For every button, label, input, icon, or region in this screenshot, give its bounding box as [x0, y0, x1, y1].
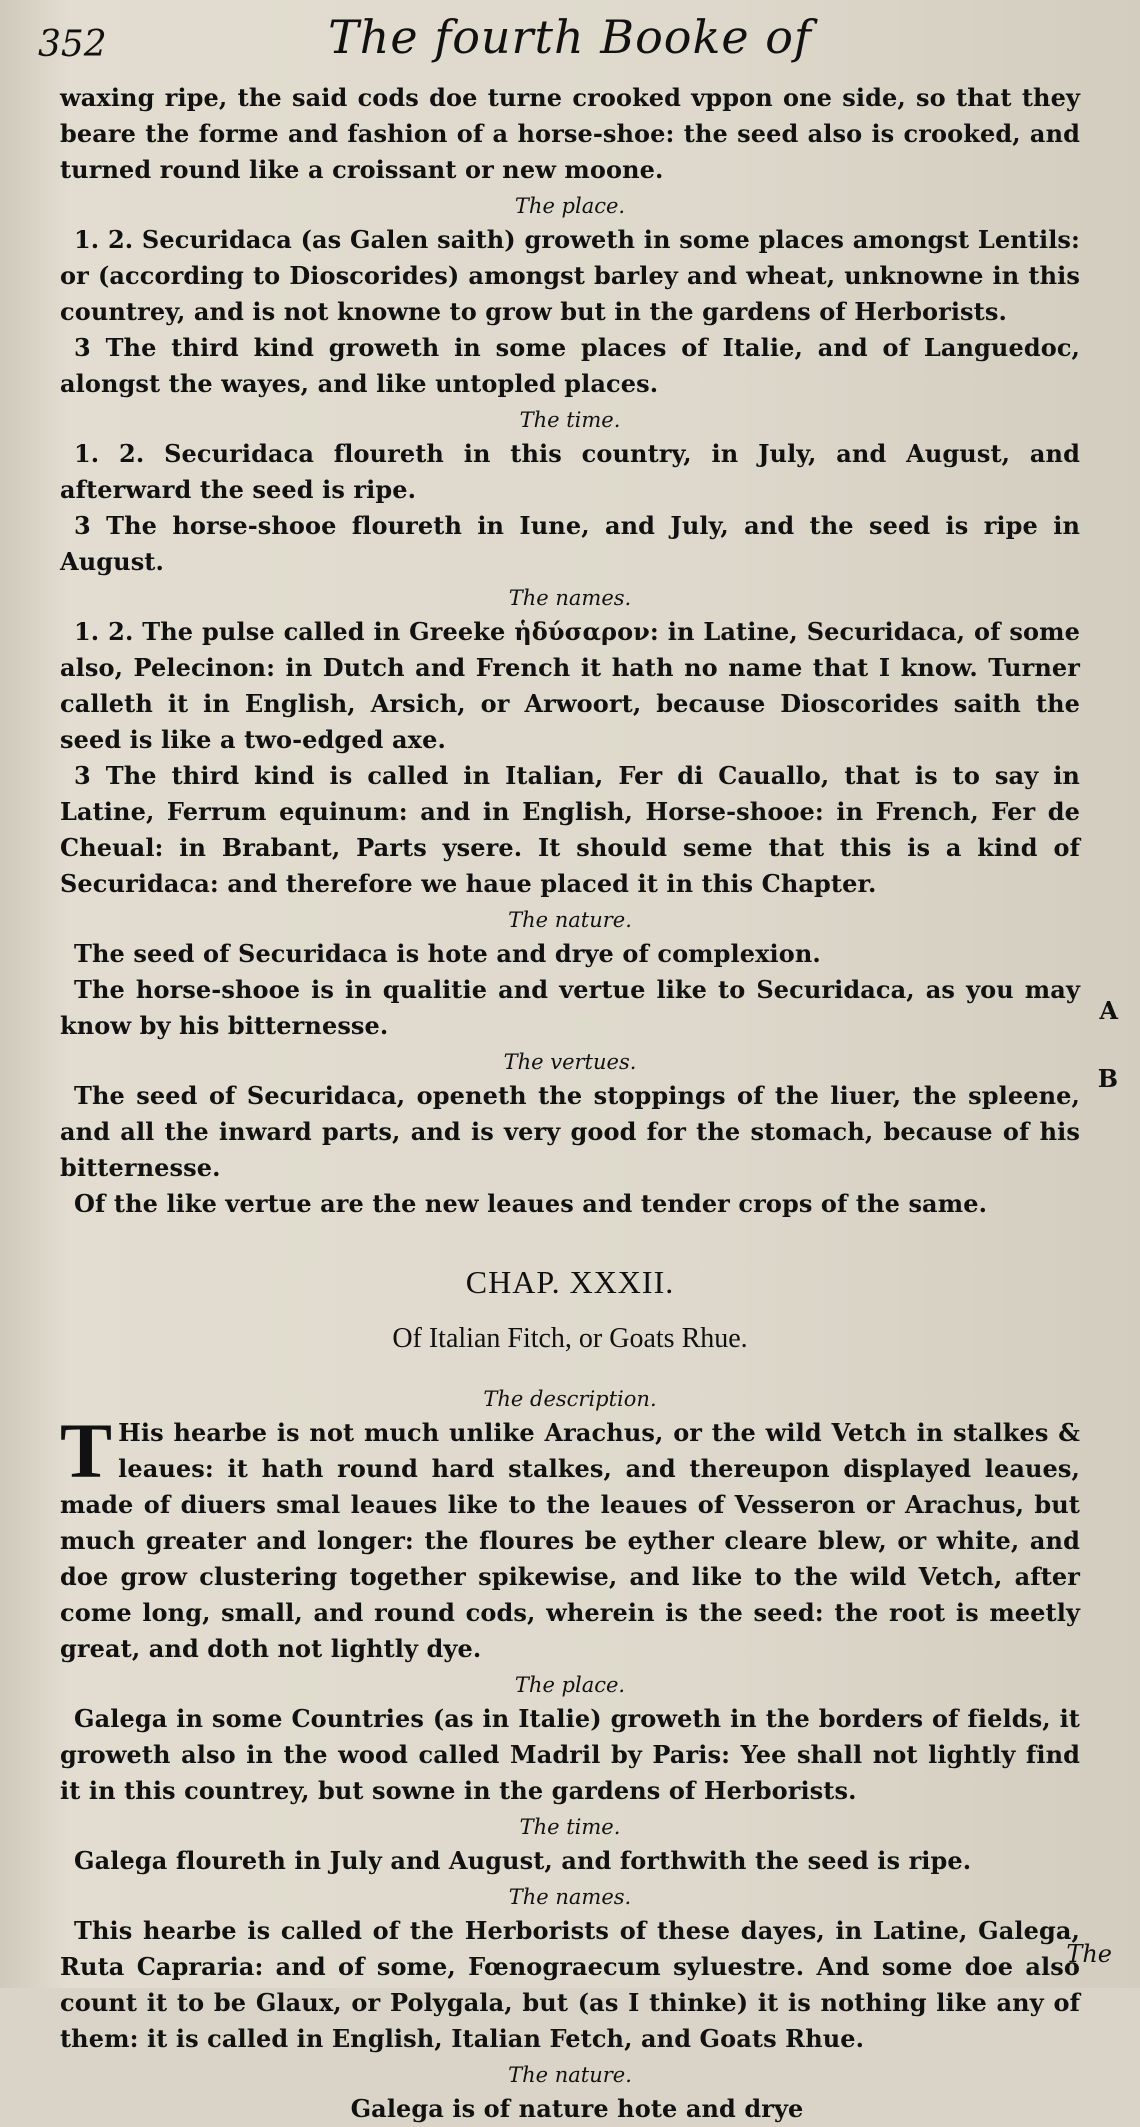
section-heading-time: The time. [519, 408, 621, 432]
section-heading-description: The description. [483, 1387, 657, 1411]
paragraph: The horse-shooe is in qualitie and vertue like to Securidaca, as you may know by his bitternesse. [60, 975, 1080, 1040]
paragraph: 1. 2. The pulse called in Greeke ἡδύσαρον: in Latine, Securidaca, of some also, Pelecinon: in Dutch and French it hath no name that I know. Turner calleth it in English, Arsich, or Arwoort, because Dioscorides saith the seed is like a two-edged axe. [60, 617, 1080, 754]
page-number: 352 [38, 24, 107, 65]
section-heading-names: The names. [508, 586, 632, 610]
paragraph: 3 The third kind groweth in some places of Italie, and of Languedoc, alongst the wayes, and like untopled places. [60, 333, 1080, 398]
chapter-title: CHAP. XXXII. [465, 1264, 675, 1300]
paragraph: 1. 2. Securidaca (as Galen saith) groweth in some places amongst Lentils: or (according to Dioscorides) amongst barley and wheat, unknowne in this countrey, and is not knowne to grow but in the gardens of Herborists. [60, 225, 1080, 326]
catchword: The [1066, 1940, 1112, 1968]
paragraph: 3 The horse-shooe floureth in Iune, and July, and the seed is ripe in August. [60, 511, 1080, 576]
section-heading-nature: The nature. [508, 908, 632, 932]
section-heading-place: The place. [514, 1673, 626, 1697]
paragraph: This hearbe is called of the Herborists of these dayes, in Latine, Galega, Ruta Capraria: and of some, Fœnograecum syluestre. And some doe also count it to be Glaux, or Polygala, but (as I thinke) it is nothing like any of them: it is called in English, Italian Fetch, and Goats Rhue. [60, 1916, 1080, 2053]
section-heading-time: The time. [519, 1815, 621, 1839]
section-heading-place: The place. [514, 194, 626, 218]
margin-letter-a: A [1099, 996, 1118, 1025]
paragraph: Galega is of nature hote and drye [350, 2094, 804, 2123]
paragraph: 3 The third kind is called in Italian, Fer di Cauallo, that is to say in Latine, Ferrum equinum: and in English, Horse-shooe: in French, Fer de Cheual: in Brabant, Parts ysere. It should seme that this is a kind of Securidaca: and therefore we haue placed it in this Chapter. [60, 761, 1080, 898]
page-header [38, 0, 1080, 80]
paragraph: The seed of Securidaca is hote and drye of complexion. [74, 939, 821, 968]
paragraph: Of the like vertue are the new leaues and tender crops of the same. [74, 1189, 988, 1218]
section-heading-nature: The nature. [508, 2063, 632, 2087]
paragraph: 1. 2. Securidaca floureth in this country, in July, and August, and afterward the seed is ripe. [60, 439, 1080, 504]
continuation-paragraph: waxing ripe, the said cods doe turne crooked vppon one side, so that they beare the forme and fashion of a horse-shoe: the seed also is crooked, and turned round like a croissant or new moone. [60, 83, 1080, 184]
section-heading-names: The names. [508, 1885, 632, 1909]
description-text: His hearbe is not much unlike Arachus, or the wild Vetch in stalkes & leaues: it hath round hard stalkes, and thereupon displayed leaues, made of diuers smal leaues like to the leaues of Vesseron or Arachus, but much greater and longer: the floures be eyther cleare blew, or white, and doe grow clustering together spikewise, and like to the wild Vetch, after come long, small, and round cods, wherein is the seed: the root is meetly great, and doth not lightly dye. [60, 1418, 1080, 1663]
paragraph: Galega in some Countries (as in Italie) groweth in the borders of fields, it groweth also in the wood called Madril by Paris: Yee shall not lightly find it in this countrey, but sowne in the gardens of Herborists. [60, 1704, 1080, 1805]
paragraph: The seed of Securidaca, openeth the stoppings of the liuer, the spleene, and all the inward parts, and is very good for the stomach, because of his bitternesse. [60, 1081, 1080, 1182]
chapter-subtitle: Of Italian Fitch, or Goats Rhue. [392, 1323, 748, 1354]
section-heading-vertues: The vertues. [503, 1050, 637, 1074]
running-head: The fourth Booke of [328, 10, 812, 64]
margin-letter-b: B [1097, 1064, 1118, 1093]
paragraph: Galega floureth in July and August, and forthwith the seed is ripe. [74, 1846, 972, 1875]
description-paragraph [60, 1407, 1080, 1667]
drop-cap: T [60, 1407, 113, 1494]
